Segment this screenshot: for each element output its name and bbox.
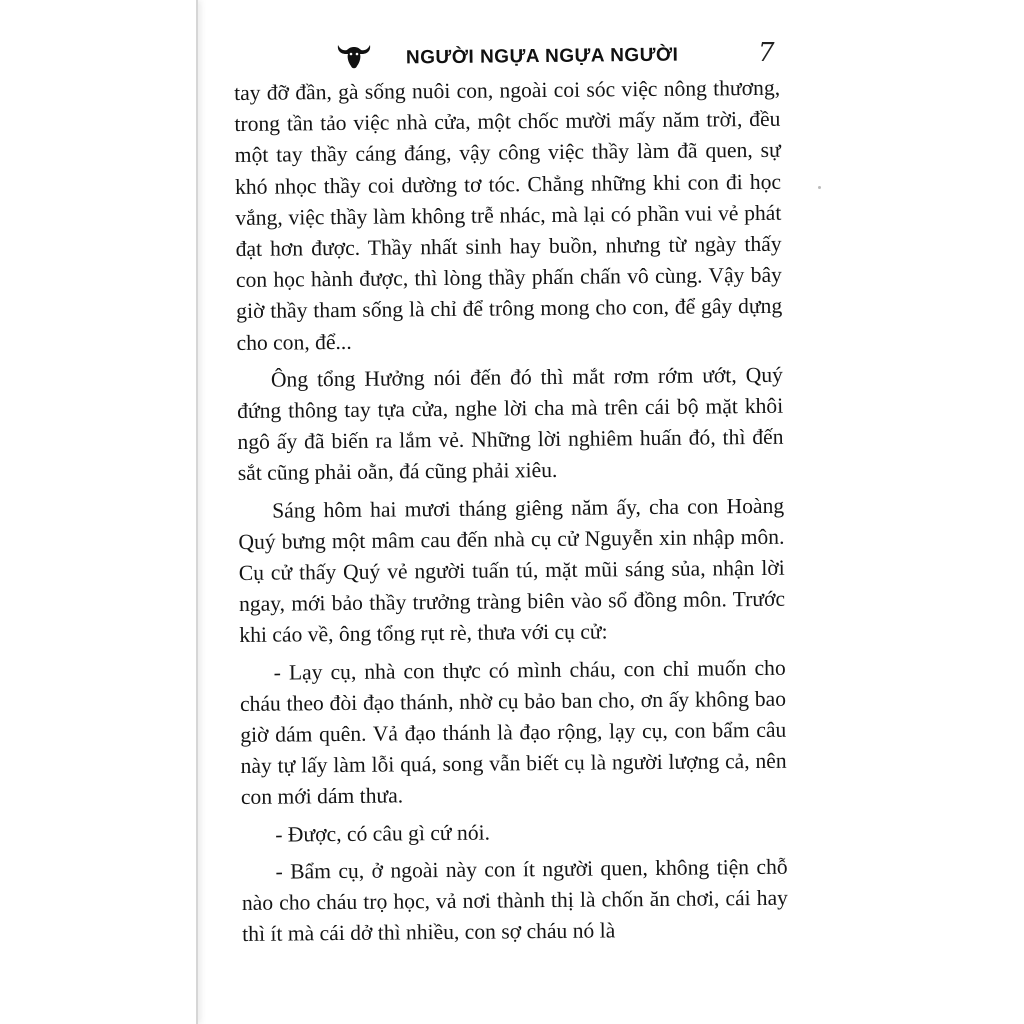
bull-head-icon	[335, 42, 373, 72]
paragraph-6: - Bẩm cụ, ở ngoài này con ít người quen, không tiện chỗ nào cho cháu trọ học, vả nơi thành thị là chốn ăn chơi, cái hay thì ít mà cái dở thì nhiều, con sợ cháu nó là	[241, 854, 789, 947]
page-number: 7	[758, 38, 775, 68]
paragraph-2: Ông tổng Hưởng nói đến đó thì mắt rơm rớm ướt, Quý đứng thông tay tựa cửa, nghe lời cha mà trên cái bộ mặt khôi ngô ấy đã biến ra lắm vẻ. Những lời nghiêm huấn đó, thì đến sắt cũng phải oằn, đá cũng phải xiêu.	[237, 362, 784, 486]
paragraph-4: - Lạy cụ, nhà con thực có mình cháu, con chỉ muốn cho cháu theo đòi đạo thánh, nhờ cụ bảo ban cho, ơn ấy không bao giờ dám quên. Vả đạo thánh là đạo rộng, lạy cụ, con bẩm câu này tự lấy làm lỗi quá, song vẫn biết cụ là người lượng cả, nên con mới dám thưa.	[239, 655, 787, 810]
page-header	[330, 38, 780, 78]
page-gutter	[0, 0, 198, 1024]
paragraph-1: tay đỡ đần, gà sống nuôi con, ngoài coi sóc việc nông thương, trong tần tảo việc nhà cửa, một chốc mười mấy năm trời, đều một tay thầy cáng đáng, vậy công việc thầy làm đã quen, sự khó nhọc thầy coi dường tơ tóc. Chẳng những khi con đi học vắng, việc thầy làm không trễ nhác, mà lại có phần vui vẻ phát đạt hơn được. Thầy nhất sinh hay buồn, nhưng từ ngày thấy con học hành được, thì lòng thầy phấn chấn vô cùng. Vậy bây giờ thầy tham sống là chỉ để trông mong cho con, để gây dựng cho con, để...	[234, 75, 783, 355]
paragraph-3: Sáng hôm hai mươi tháng giêng năm ấy, cha con Hoàng Quý bưng một mâm cau đến nhà cụ cử Nguyễn xin nhập môn. Cụ cử thấy Quý vẻ người tuấn tú, mặt mũi sáng sủa, nhận lời ngay, mới bảo thầy trưởng tràng biên vào sổ đồng môn. Trước khi cáo về, ông tổng rụt rè, thưa với cụ cử:	[238, 493, 786, 648]
paper-speck	[818, 186, 821, 189]
paragraph-5: - Được, có câu gì cứ nói.	[275, 820, 491, 847]
body-text	[234, 73, 788, 951]
running-title: NGƯỜI NGỰA NGỰA NGƯỜI	[405, 44, 679, 69]
